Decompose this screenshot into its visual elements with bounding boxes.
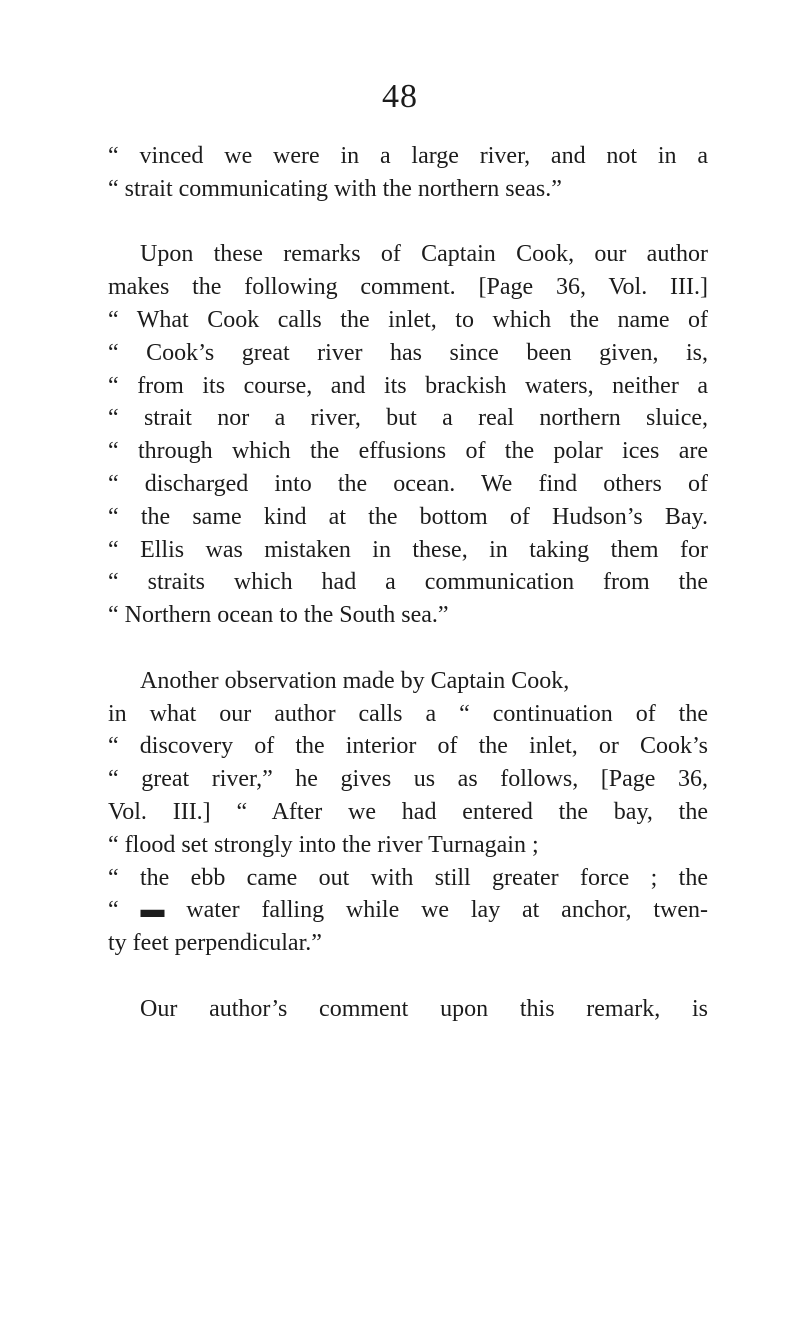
text-line: Vol. III.] “ After we had entered the bay, the (108, 798, 708, 825)
text-line: “ discovery of the interior of the inlet, or Cook’s (108, 733, 708, 760)
text-line: “ strait nor a river, but a real northern sluice, (108, 405, 708, 432)
page-number: 48 (382, 78, 418, 115)
text-line: “ through which the effusions of the polar ices are (108, 438, 708, 465)
text-line: Upon these remarks of Captain Cook, our author (140, 241, 708, 268)
paragraph-gap (108, 960, 708, 993)
text-line: “ from its course, and its brackish waters, neither a (108, 372, 708, 399)
text-line: “ vinced we were in a large river, and not in a (108, 143, 708, 169)
text-line: “ Cook’s great river has since been given, is, (108, 339, 708, 366)
text-line: ty feet perpendicular.” (108, 930, 322, 957)
paragraph-gap (108, 632, 708, 665)
text-line: “ flood set strongly into the river Turnagain ; (108, 831, 539, 858)
text-line: “ strait communicating with the northern seas.” (108, 175, 562, 202)
text-line: “ the ebb came out with still greater force ; the (108, 864, 708, 891)
text-line: “ the same kind at the bottom of Hudson’s Bay. (108, 503, 708, 530)
text-line: “ Northern ocean to the South sea.” (108, 602, 449, 629)
text-line: “ straits which had a communication from the (108, 569, 708, 596)
paragraph-gap (108, 206, 708, 239)
text-line: “ What Cook calls the inlet, to which the name of (108, 306, 708, 333)
text-line: “ ▬ water falling while we lay at anchor, twen- (108, 897, 708, 924)
text-line: “ Ellis was mistaken in these, in taking them for (108, 536, 708, 563)
text-line: makes the following comment. [Page 36, Vol. III.] (108, 274, 708, 301)
text-line: Our author’s comment upon this remark, is (140, 995, 708, 1022)
text-line: “ discharged into the ocean. We find others of (108, 470, 708, 497)
text-line: in what our author calls a “ continuation of the (108, 700, 708, 727)
text-line: Another observation made by Captain Cook, (140, 667, 570, 694)
text-body (108, 140, 708, 1026)
text-line: “ great river,” he gives us as follows, [Page 36, (108, 766, 708, 793)
